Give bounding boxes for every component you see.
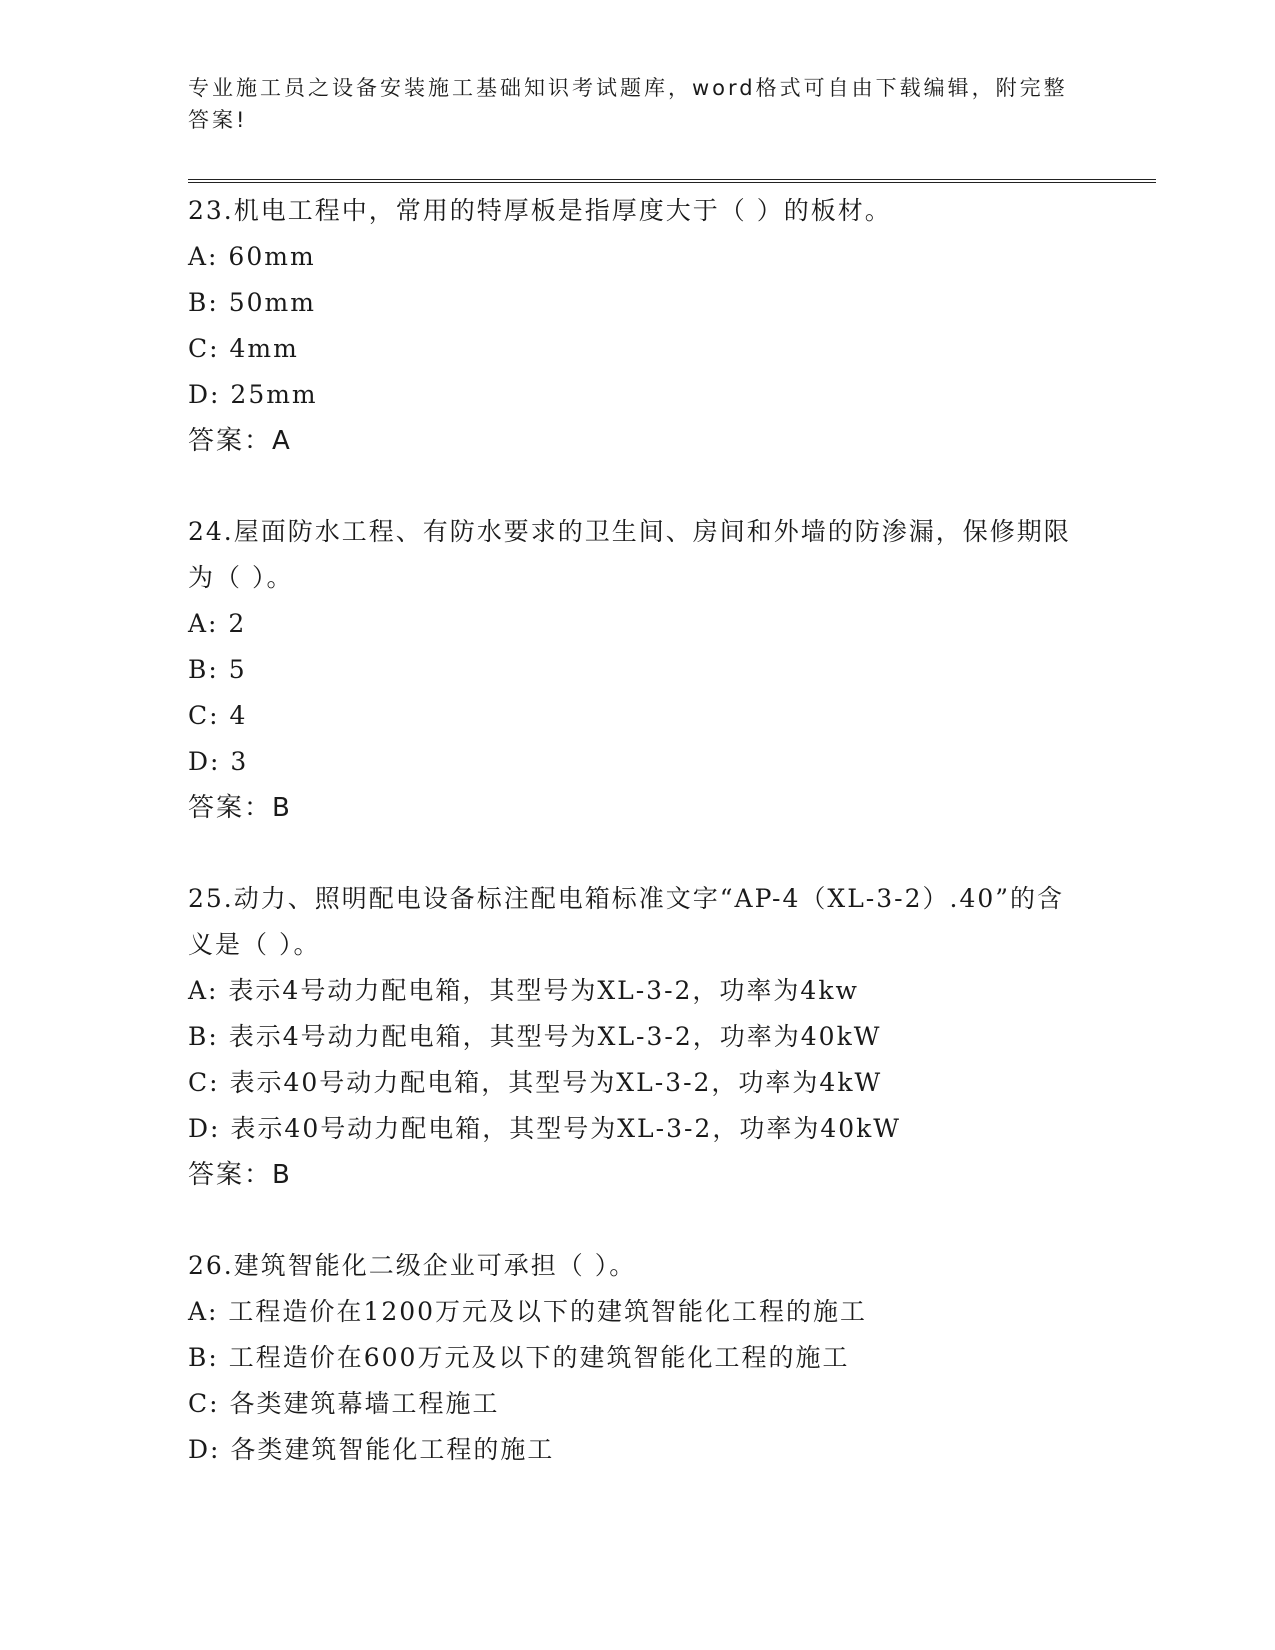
answer: 答案：A <box>188 426 292 456</box>
answer: 答案：B <box>188 793 292 823</box>
document-header: 专业施工员之设备安装施工基础知识考试题库，word格式可自由下载编辑，附完整答案! <box>188 76 1068 132</box>
question-text: 26.建筑智能化二级企业可承担（ ）。 <box>188 1251 637 1280</box>
question-26 <box>188 1243 1088 1473</box>
option-a: A: 表示4号动力配电箱，其型号为XL-3-2，功率为4kw <box>188 976 859 1005</box>
option-a: A: 工程造价在1200万元及以下的建筑智能化工程的施工 <box>188 1297 868 1326</box>
option-c: C: 各类建筑幕墙工程施工 <box>188 1389 500 1418</box>
option-d: D: 3 <box>188 747 249 776</box>
option-b: B: 5 <box>188 655 247 684</box>
answer: 答案：B <box>188 1160 292 1190</box>
question-25 <box>188 876 1088 1198</box>
option-c: C: 表示40号动力配电箱，其型号为XL-3-2，功率为4kW <box>188 1068 883 1097</box>
option-b: B: 50mm <box>188 288 316 317</box>
option-b: B: 表示4号动力配电箱，其型号为XL-3-2，功率为40kW <box>188 1022 882 1051</box>
header-divider-double <box>188 182 1156 183</box>
header-divider <box>188 179 1156 180</box>
option-b: B: 工程造价在600万元及以下的建筑智能化工程的施工 <box>188 1343 850 1372</box>
option-d: D: 各类建筑智能化工程的施工 <box>188 1435 555 1464</box>
option-c: C: 4 <box>188 701 248 730</box>
question-list <box>188 188 1088 1518</box>
option-c: C: 4mm <box>188 334 299 363</box>
option-d: D: 表示40号动力配电箱，其型号为XL-3-2，功率为40kW <box>188 1114 901 1143</box>
question-text: 23.机电工程中，常用的特厚板是指厚度大于（ ）的板材。 <box>188 196 892 225</box>
question-text: 25.动力、照明配电设备标注配电箱标准文字“AP-4（XL-3-2）.40”的含义是（ ）。 <box>188 884 1065 959</box>
question-23 <box>188 188 1088 464</box>
option-d: D: 25mm <box>188 380 318 409</box>
option-a: A: 60mm <box>188 242 316 271</box>
question-text: 24.屋面防水工程、有防水要求的卫生间、房间和外墙的防渗漏，保修期限为（ ）。 <box>188 517 1071 592</box>
question-24 <box>188 509 1088 831</box>
option-a: A: 2 <box>188 609 247 638</box>
